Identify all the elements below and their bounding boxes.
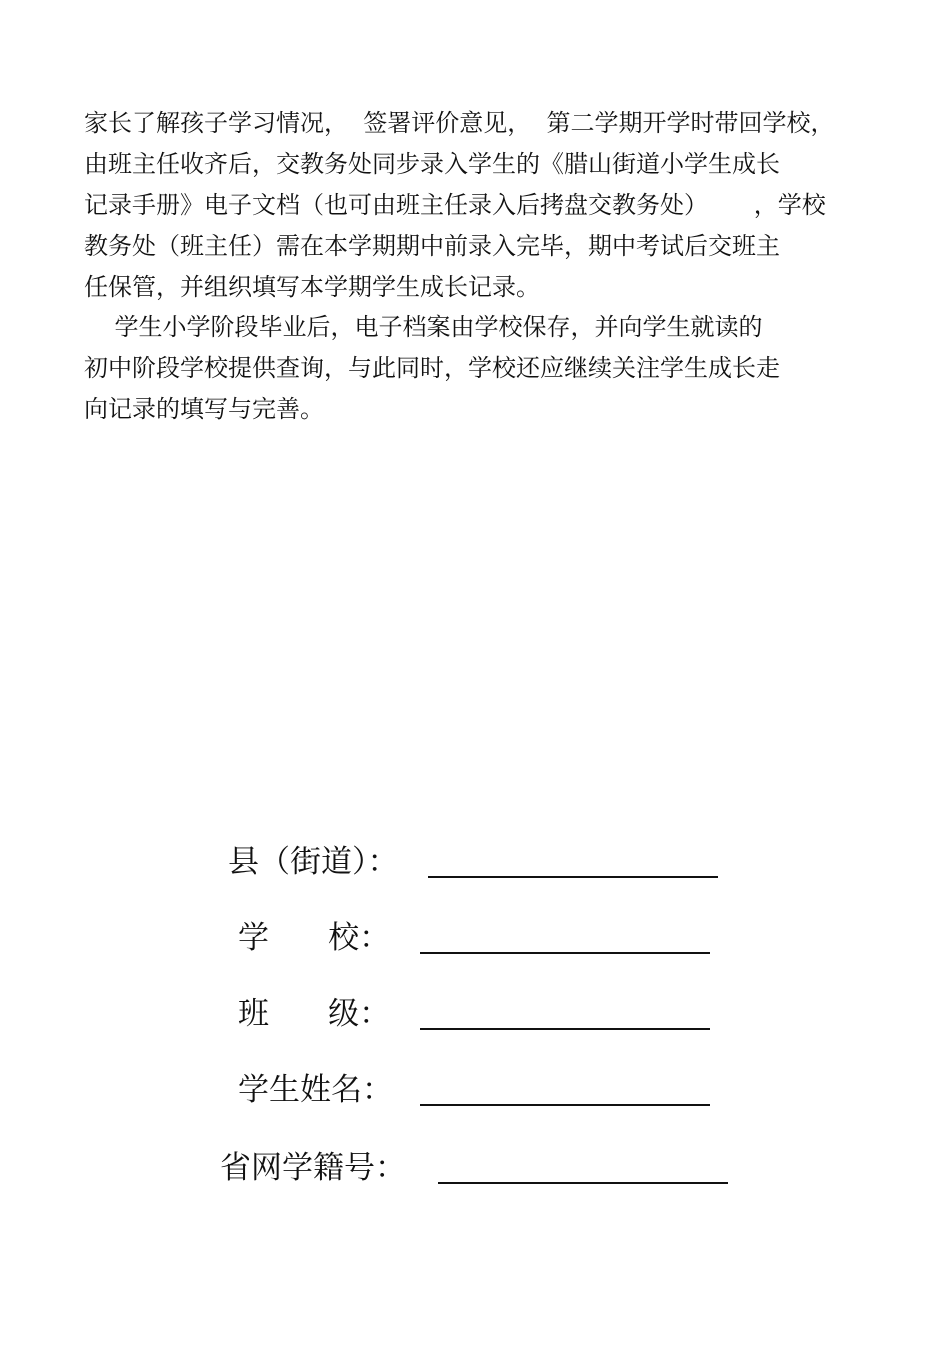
paragraph-2-line-2: 初中阶段学校提供查询，与此同时，学校还应继续关注学生成长走 bbox=[84, 354, 780, 382]
paragraph-2-line-1: 学生小学阶段毕业后，电子档案由学校保存，并向学生就读的 bbox=[84, 313, 763, 341]
school-blank[interactable] bbox=[420, 952, 710, 954]
paragraph-1-line-1: 家长了解孩子学习情况， 签署评价意见， 第二学期开学时带回学校， bbox=[84, 109, 835, 137]
class-label: 班 级： bbox=[238, 996, 391, 1032]
paragraph-1-line-5: 任保管，并组织填写本学期学生成长记录。 bbox=[84, 273, 540, 301]
province-id-label: 省网学籍号： bbox=[220, 1150, 406, 1186]
class-blank[interactable] bbox=[420, 1028, 710, 1030]
student-name-label: 学生姓名： bbox=[238, 1072, 393, 1108]
district-label: 县（街道）： bbox=[228, 844, 399, 880]
province-id-blank[interactable] bbox=[438, 1182, 728, 1184]
paragraph-1-line-3: 记录手册》电子文档（也可由班主任录入后拷盘交教务处） ，学校 bbox=[84, 191, 826, 219]
school-label: 学 校： bbox=[238, 920, 391, 956]
paragraph-1-line-2: 由班主任收齐后，交教务处同步录入学生的《腊山街道小学生成长 bbox=[84, 150, 780, 178]
district-blank[interactable] bbox=[428, 876, 718, 878]
paragraph-2-line-3: 向记录的填写与完善。 bbox=[84, 395, 324, 423]
paragraph-1-line-4: 教务处（班主任）需在本学期期中前录入完毕，期中考试后交班主 bbox=[84, 232, 780, 260]
student-name-blank[interactable] bbox=[420, 1104, 710, 1106]
